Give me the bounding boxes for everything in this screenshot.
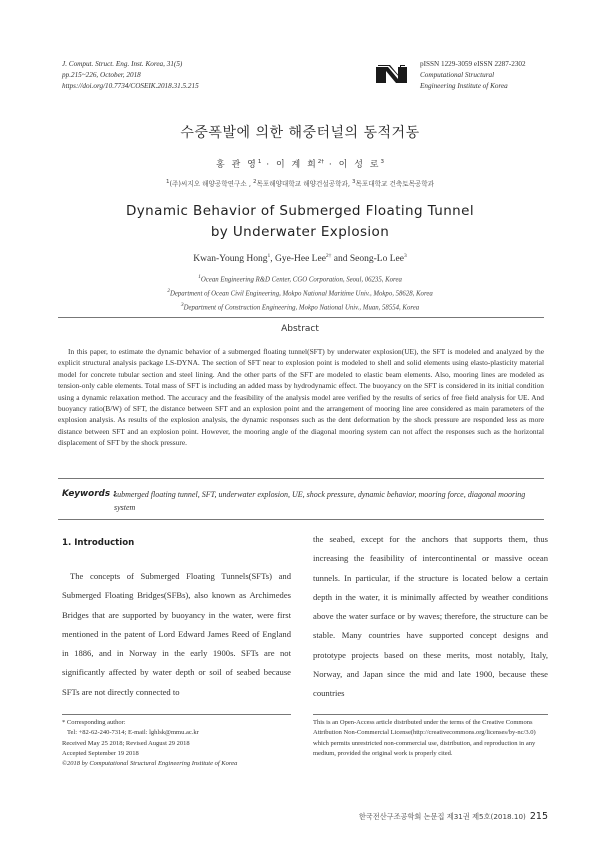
keywords-text: submerged floating tunnel, SFT, underwater explosion, UE, shock pressure, dynamic behavior, mooring force, diagonal mooring system xyxy=(114,490,526,512)
issn: pISSN 1229-3059 eISSN 2287-2302 xyxy=(420,60,526,68)
author-separator: · xyxy=(328,160,334,170)
journal-line: J. Comput. Struct. Eng. Inst. Korea, 31(5) xyxy=(62,60,183,68)
accepted-date: Accepted September 19 2018 xyxy=(62,749,139,757)
affil-sup: 2 xyxy=(167,287,170,294)
affiliations-english xyxy=(0,272,600,313)
copyright: ©2018 by Computational Structural Engineering Institute of Korea xyxy=(62,760,238,768)
keywords-label: Keywords : xyxy=(62,489,117,499)
received-dates: Received May 25 2018; Revised August 29 2018 xyxy=(62,739,190,747)
author-name: 홍 관 영 xyxy=(216,160,258,170)
author-name: 이 성 로 xyxy=(338,160,381,170)
affil-line xyxy=(0,272,600,286)
intro-left-column: The concepts of Submerged Floating Tunnels(SFTs) and Submerged Floating Bridges(SFBs), also known as Archimedes Bridges that are supported by buoyancy in the water, were first mentioned in the patent of Lord Edward James Reed of England in 1886, and in Norway in the early 1900s. SFTs are not significantly affected by water depth or soil of seabed because SFTs are not directly connected to xyxy=(62,571,291,697)
abstract-bottom-rule xyxy=(58,478,544,479)
affil-line xyxy=(0,286,600,300)
contact-info: Tel: +82-62-240-7314; E-mail: lghlsk@mmu.ac.kr xyxy=(67,729,199,737)
footnote-rule-right xyxy=(313,714,548,715)
author-name: Gye-Hee Lee xyxy=(275,254,326,265)
author-sup: 1 xyxy=(257,159,262,165)
affil-sup: 3 xyxy=(180,301,184,308)
section-heading: 1. Introduction xyxy=(62,538,135,548)
authors-english xyxy=(0,253,600,264)
title-line: Dynamic Behavior of Submerged Floating Tunnel xyxy=(126,203,474,219)
title-korean: 수중폭발에 의한 해중터널의 동적거동 xyxy=(180,125,420,141)
affil-text: Ocean Engineering R&D Center, CGO Corporation, Seoul, 06235, Korea xyxy=(200,276,402,284)
abstract-top-rule xyxy=(58,317,544,318)
author-joiner: , xyxy=(270,254,276,265)
authors-korean xyxy=(0,157,600,170)
page-footer xyxy=(359,811,548,822)
affil-sup: 1 xyxy=(165,178,170,185)
title-line: by Underwater Explosion xyxy=(210,224,390,240)
title-english xyxy=(0,201,600,243)
affil-text: 목포해양대학교 해양건설공학과, xyxy=(256,180,353,188)
affil-sup: 1 xyxy=(198,274,201,280)
author-sup: 3 xyxy=(403,253,407,259)
abstract-body: In this paper, to estimate the dynamic behavior of a submerged floating tunnel(SFT) by underwater explosion(UE), the SFT is modeled and analyzed by the explicit structural analysis package LS-DYNA. The section of SFT near to explosion point is modeled to shell and solid elements using elasto-plasticity material model for concrete tubular section and steel lining. And the other parts of the SFT are modeled to elastic beam elements. Also, mooring lines are modeled as tension-only cable elements. Total mass of SFT is including an added mass by hydrodynamic effect. The buoyancy on the SFT is considered in its initial condition using a dynamic relaxation method. The accuracy and the feasibility of the analysis model aree verified by the results of serics of free field analysis for UE. And buoyancy ratio(B/W) of SFT, the distance between SFT and an explosion point and the arrangement of mooring line aree considered as main parameters of the explosion analysis. As results of the explosion analysis, the dynamic responses such as the dent deformation by the shock pressure are responded less as more distance between SFT and an explosion point. However, the mooring angle of the diagonal mooring system can not affect the responses such as the horizontal displacement of SFT by the shock pressure. xyxy=(58,347,544,448)
correspondence-footnote xyxy=(62,718,291,769)
journal-line: pp.215~226, October, 2018 xyxy=(62,71,141,80)
affiliations-korean xyxy=(0,178,600,188)
author-joiner: and xyxy=(331,254,350,265)
corresponding-author: * Corresponding author: xyxy=(62,719,126,726)
doi-link[interactable]: https://doi.org/10.7734/COSEIK.2018.31.5.215 xyxy=(62,82,199,91)
keywords-bottom-rule xyxy=(58,519,544,520)
affil-sup: 2 xyxy=(253,178,257,185)
affil-sup: 3 xyxy=(352,178,356,185)
author-sup: 1 xyxy=(267,253,271,259)
publisher-line: Engineering Institute of Korea xyxy=(420,82,508,91)
author-sup: 2† xyxy=(325,253,332,259)
publisher-info xyxy=(420,59,580,93)
license-footnote: This is an Open-Access article distributed under the terms of the Creative Commons Attribution Non-Commercial License(http://creativecommons.org/licenses/by-nc/3.0) which permits unrestricted non-commercial use, distribution, and reproduction in any medium, provided the original work is properly cited. xyxy=(313,719,536,757)
author-name: 이 계 희 xyxy=(275,160,318,170)
journal-citation xyxy=(62,59,312,93)
affil-text: Department of Construction Engineering, Mokpo National Univ., Muan, 58554, Korea xyxy=(183,303,420,311)
affil-line xyxy=(0,300,600,314)
abstract-heading: Abstract xyxy=(281,324,319,334)
author-sup: 3 xyxy=(380,159,384,165)
author-sup: 2† xyxy=(317,159,325,165)
publisher-logo-icon xyxy=(376,63,408,85)
author-name: Kwan-Young Hong xyxy=(193,254,268,265)
publisher-line: Computational Structural xyxy=(420,71,495,80)
author-separator: · xyxy=(266,160,272,170)
author-name: Seong-Lo Lee xyxy=(349,254,404,265)
footnote-rule-left xyxy=(62,714,291,715)
affil-text: (주)씨지오 해양공학연구소 , xyxy=(169,180,254,188)
footer-journal: 한국전산구조공학회 논문집 제31권 제5호(2018.10) xyxy=(358,812,526,821)
affil-text: Department of Ocean Civil Engineering, Mokpo National Maritime Univ., Mokpo, 58628, Korea xyxy=(169,290,433,298)
page-number: 215 xyxy=(529,811,548,822)
affil-text: 목포대학교 건축토목공학과 xyxy=(355,180,435,188)
intro-right-column: the seabed, except for the anchors that supports them, thus increasing the feasibility of intercontinental or massive ocean tunnels. In particular, if the structure is located below a certain depth in the water, it is minimally affected by weather conditions above the water surface or by waves; therefore, the structure can be stable. Many countries have supported concept designs and prototype projects based on these merits, most notably, Italy, Norway, and Japan since the mid and late 1900, because these countries xyxy=(313,534,548,699)
